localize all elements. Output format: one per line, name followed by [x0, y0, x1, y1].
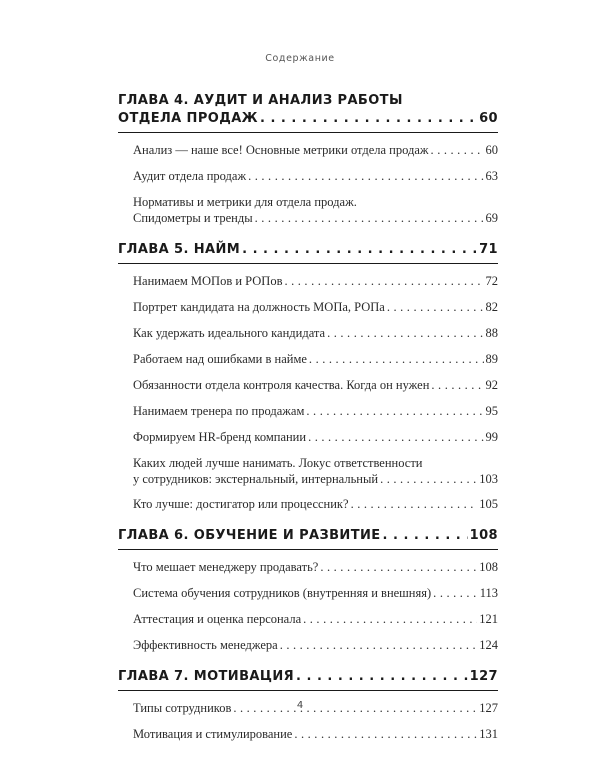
chapter-divider	[118, 690, 498, 691]
chapter-page-number: 127	[469, 669, 498, 684]
chapter-title-entry[interactable]	[118, 668, 498, 686]
toc-entry-title: Что мешает менеджеру продавать?	[133, 560, 319, 574]
toc-entry-title: Аттестация и оценка персонала	[133, 612, 302, 626]
toc-entry-page: 121	[479, 612, 498, 626]
chapter-title-line: ГЛАВА 4. АУДИТ И АНАЛИЗ РАБОТЫ	[118, 93, 403, 108]
dot-leader	[260, 110, 477, 128]
chapter-6	[118, 527, 498, 653]
toc-entry-title: Как удержать идеального кандидата	[133, 326, 326, 340]
chapter-page-number: 71	[479, 242, 498, 257]
toc-entry[interactable]	[133, 299, 498, 315]
dot-leader	[248, 168, 483, 184]
chapter-page-number: 60	[479, 111, 498, 126]
page-number: 4	[296, 700, 304, 711]
toc-entry[interactable]	[133, 726, 498, 742]
toc-entry-title: Портрет кандидата на должность МОПа, РОПа	[133, 300, 385, 314]
dot-leader	[294, 726, 477, 742]
toc-entry[interactable]	[133, 496, 498, 512]
chapter-title-entry[interactable]	[118, 241, 498, 259]
running-head: Содержание	[265, 53, 335, 64]
toc-entry-title: у сотрудников: экстернальный, интернальный	[133, 472, 379, 486]
toc-entry[interactable]	[133, 403, 498, 419]
dot-leader	[280, 637, 478, 653]
chapter-title: ГЛАВА 7. МОТИВАЦИЯ	[118, 669, 295, 684]
toc-entry-title: Нанимаем МОПов и РОПов	[133, 274, 283, 288]
chapter-title-entry[interactable]	[118, 110, 498, 128]
toc-entry-page: 63	[485, 169, 498, 183]
toc-entry[interactable]	[133, 611, 498, 627]
toc-entry[interactable]	[133, 429, 498, 445]
dot-leader	[306, 403, 483, 419]
toc-entry-title: Анализ — наше все! Основные метрики отдела продаж	[133, 143, 429, 157]
toc-entry-page: 72	[485, 274, 498, 288]
toc-entry[interactable]	[133, 455, 498, 487]
toc-entry-page: 105	[479, 497, 498, 511]
table-of-contents	[118, 92, 498, 757]
toc-entry-title: Мотивация и стимулирование	[133, 727, 293, 741]
section-list	[118, 273, 498, 512]
toc-entry[interactable]	[133, 273, 498, 289]
toc-entry[interactable]	[133, 637, 498, 653]
dot-leader	[351, 496, 478, 512]
dot-leader	[431, 142, 484, 158]
dot-leader	[309, 351, 484, 367]
toc-entry-title: Нанимаем тренера по продажам	[133, 404, 305, 418]
dot-leader	[320, 559, 477, 575]
toc-entry-title-line: Каких людей лучше нанимать. Локус ответственности	[133, 456, 423, 470]
toc-entry-title-line: Нормативы и метрики для отдела продаж.	[133, 195, 357, 209]
toc-entry-page: 95	[485, 404, 498, 418]
chapter-divider	[118, 549, 498, 550]
toc-entry[interactable]	[133, 351, 498, 367]
toc-entry-page: 124	[479, 638, 498, 652]
chapter-page-number: 108	[469, 528, 498, 543]
toc-entry-page: 82	[485, 300, 498, 314]
dot-leader	[380, 471, 477, 487]
dot-leader	[303, 611, 477, 627]
toc-entry-page: 89	[485, 352, 498, 366]
chapter-title: ГЛАВА 6. ОБУЧЕНИЕ И РАЗВИТИЕ	[118, 528, 381, 543]
toc-entry-page: 92	[485, 378, 498, 392]
dot-leader	[327, 325, 483, 341]
dot-leader	[308, 429, 483, 445]
toc-entry-title: Типы сотрудников	[133, 701, 232, 715]
toc-entry[interactable]	[133, 325, 498, 341]
toc-entry[interactable]	[133, 142, 498, 158]
chapter-title: ГЛАВА 5. НАЙМ	[118, 242, 241, 257]
toc-entry-title: Обязанности отдела контроля качества. Когда он нужен	[133, 378, 430, 392]
dot-leader	[433, 585, 478, 601]
chapter-4	[118, 92, 498, 226]
toc-entry[interactable]	[133, 585, 498, 601]
toc-entry-page: 127	[479, 701, 498, 715]
toc-entry[interactable]	[133, 559, 498, 575]
section-list	[118, 559, 498, 653]
toc-entry[interactable]	[133, 377, 498, 393]
toc-entry[interactable]	[133, 168, 498, 184]
dot-leader	[242, 241, 477, 259]
toc-entry-title: Кто лучше: достигатор или процессник?	[133, 497, 349, 511]
toc-entry-page: 113	[479, 586, 498, 600]
dot-leader	[383, 527, 468, 545]
toc-entry-page: 60	[485, 143, 498, 157]
toc-entry-page: 103	[479, 472, 498, 486]
toc-entry-page: 99	[485, 430, 498, 444]
chapter-5	[118, 241, 498, 512]
dot-leader	[296, 668, 468, 686]
dot-leader	[431, 377, 483, 393]
toc-entry-title: Аудит отдела продаж	[133, 169, 247, 183]
toc-entry-title: Формируем HR-бренд компании	[133, 430, 307, 444]
toc-entry-title: Спидометры и тренды	[133, 211, 253, 225]
chapter-divider	[118, 132, 498, 133]
chapter-title: ОТДЕЛА ПРОДАЖ	[118, 111, 258, 126]
toc-entry-title: Система обучения сотрудников (внутренняя и внешняя)	[133, 586, 432, 600]
chapter-title-entry[interactable]	[118, 527, 498, 545]
toc-entry-page: 108	[479, 560, 498, 574]
toc-entry[interactable]	[133, 194, 498, 226]
section-list	[118, 142, 498, 226]
toc-entry-title: Эффективность менеджера	[133, 638, 278, 652]
toc-entry-title: Работаем над ошибками в найме	[133, 352, 307, 366]
dot-leader	[387, 299, 484, 315]
dot-leader	[255, 210, 484, 226]
dot-leader	[284, 273, 483, 289]
toc-entry-page: 69	[485, 211, 498, 225]
toc-entry-page: 88	[485, 326, 498, 340]
toc-entry-page: 131	[479, 727, 498, 741]
chapter-divider	[118, 263, 498, 264]
